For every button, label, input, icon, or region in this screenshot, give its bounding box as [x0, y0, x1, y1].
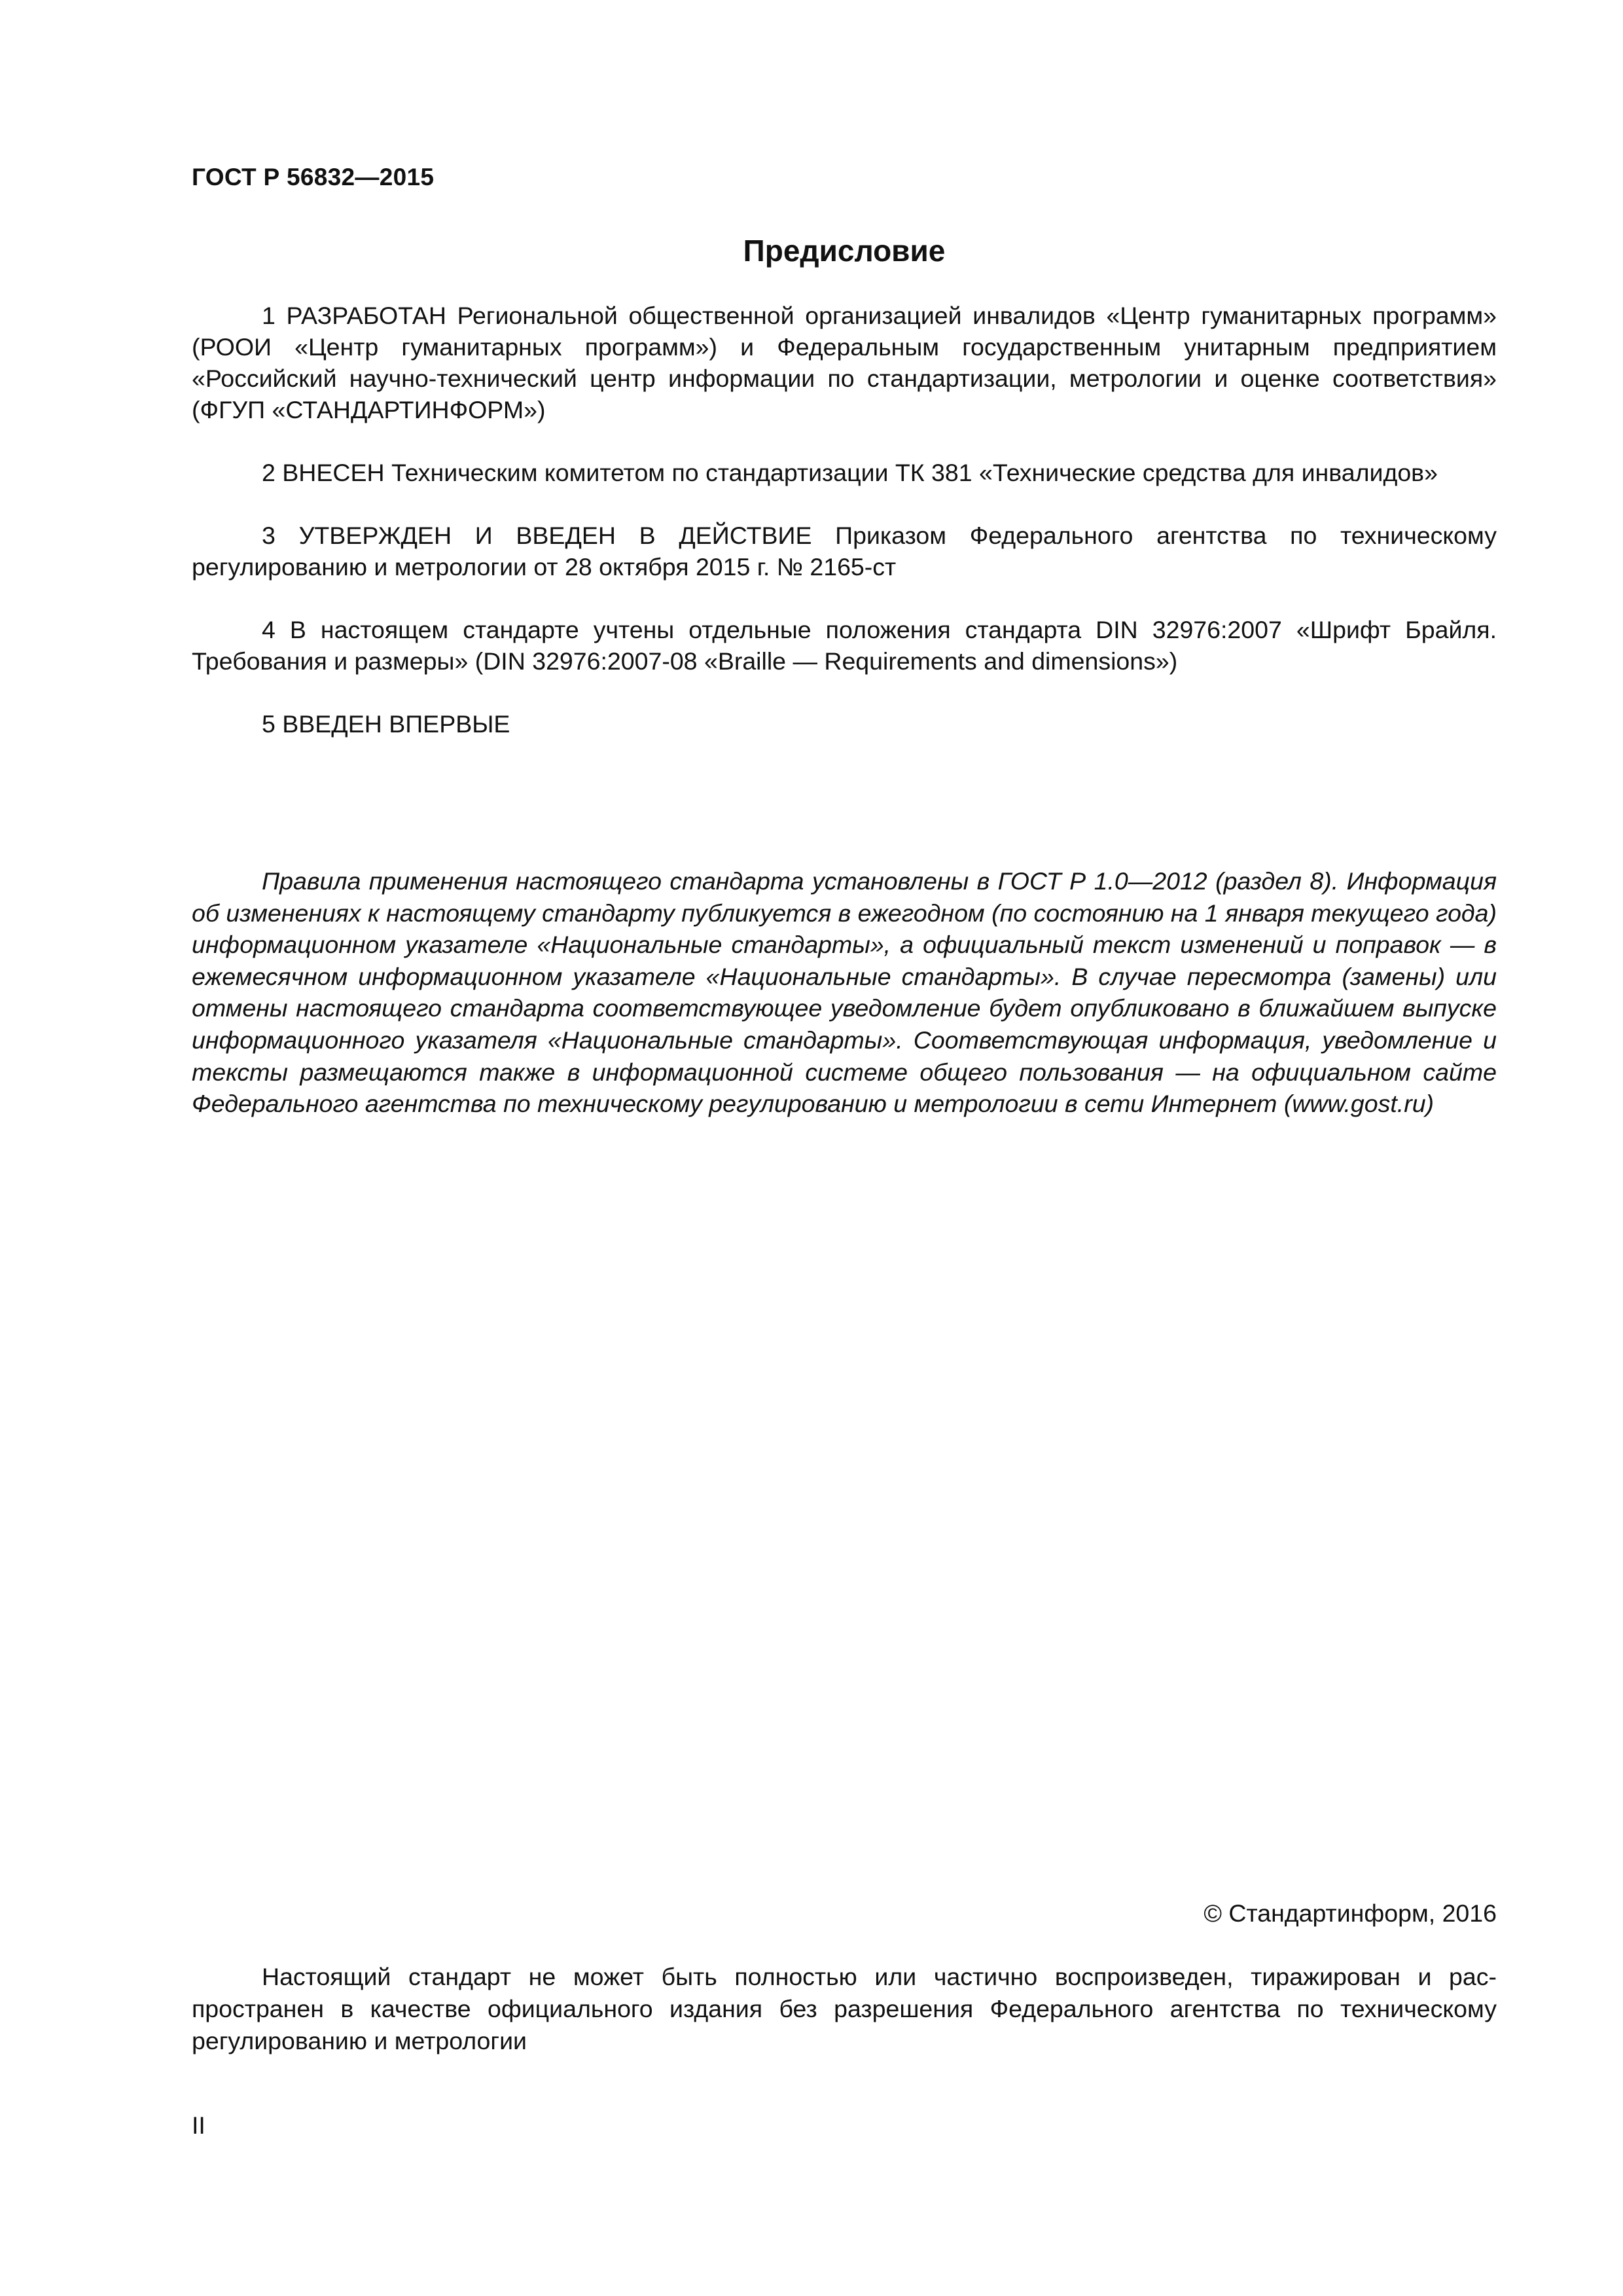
preface-item-5: 5 ВВЕДЕН ВПЕРВЫЕ	[262, 710, 510, 738]
page-number: II	[192, 2111, 205, 2139]
preface-item-3: 3 УТВЕРЖДЕН И ВВЕДЕН В ДЕЙСТВИЕ Приказом Федерального агентства по техническому регулированию и метрологии от 28 октября 2015 г. № 2165-ст	[192, 522, 1497, 581]
application-note	[192, 865, 1497, 1120]
preface-item-4: 4 В настоящем стандарте учтены отдельные положения стандарта DIN 32976:2007 «Шрифт Брайля. Требования и размеры» (DIN 32976:2007-08 «Braille — Requirements and dimensions»)	[192, 616, 1497, 675]
preface-items	[192, 300, 1497, 740]
reproduction-notice	[192, 1961, 1497, 2057]
document-code: ГОСТ Р 56832—2015	[192, 164, 435, 190]
preface-item-1: 1 РАЗРАБОТАН Региональной общественной организацией инвалидов «Центр гуманитарных программ» (РООИ «Центр гуманитарных программ») и Федеральным государственным унитарным предприятием «Российский научно-технический центр информации по стандартизации, метрологии и оценке соответствия» (ФГУП «СТАНДАРТИНФОРМ»)	[192, 302, 1497, 423]
page-title: Предисловие	[743, 234, 946, 268]
application-note-text: Правила применения настоящего стандарта установлены в ГОСТ Р 1.0—2012 (раздел 8). Информация об изменениях к настоящему стандарту публикуется в ежегодном (по состоянию на 1 января текущего года) информационном указателе «Национальные стандарты», а официальный текст изменений и поправок — в ежемесячном информационном указателе «Национальные стандарты». В случае пересмотра (замены) или отмены настоящего стандарта соответствующее уведомление будет опубликовано в ближайшем выпуске информационного указателя «Национальные стандарты». Соответствующая информация, уведомление и тексты размещаются также в информационной системе общего пользования — на официальном сайте Федерального агентства по техническому регулированию и метрологии в сети Интернет (www.gost.ru)	[192, 867, 1497, 1118]
reproduction-notice-text: Настоящий стандарт не может быть полностью или частично воспроизведен, тиражирован и распространен в качестве официального издания без разрешения Федерального агентства по техническому регулированию и метрологии	[192, 1963, 1497, 2054]
preface-item-2: 2 ВНЕСЕН Техническим комитетом по стандартизации ТК 381 «Технические средства для инвалидов»	[262, 459, 1438, 486]
copyright-notice: © Стандартинформ, 2016	[1204, 1899, 1497, 1927]
